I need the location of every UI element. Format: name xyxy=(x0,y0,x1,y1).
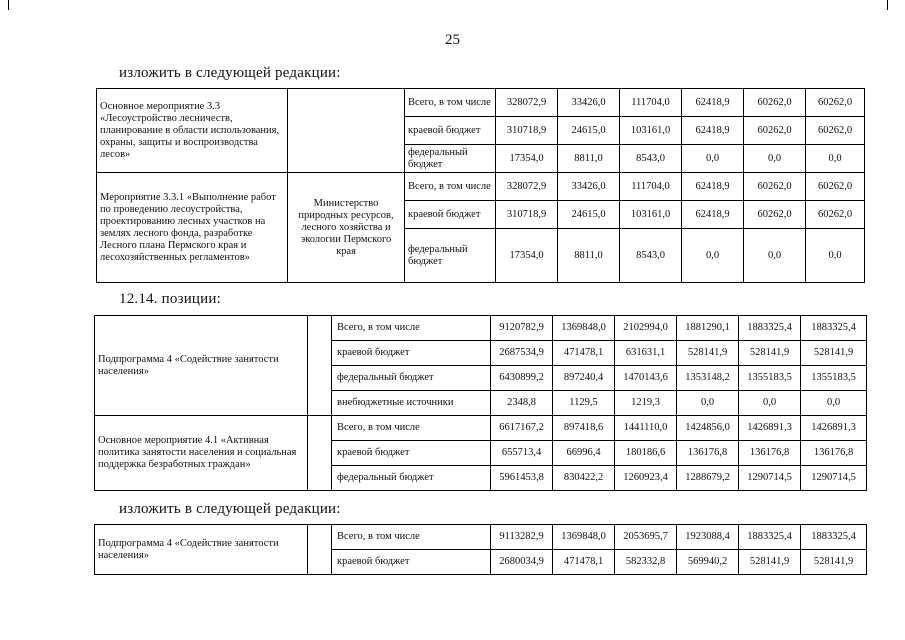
value-year-1: 24615,0 xyxy=(558,201,620,229)
value-year-3: 1288679,2 xyxy=(677,466,739,491)
value-year-4: 60262,0 xyxy=(744,201,806,229)
funding-source: федеральный бюджет xyxy=(405,145,496,173)
value-year-5: 60262,0 xyxy=(806,201,865,229)
value-year-3: 1424856,0 xyxy=(677,416,739,441)
value-total: 9120782,9 xyxy=(491,316,553,341)
value-year-5: 60262,0 xyxy=(806,173,865,201)
value-year-5: 1290714,5 xyxy=(801,466,867,491)
value-year-3: 1353148,2 xyxy=(677,366,739,391)
value-year-5: 0,0 xyxy=(806,229,865,283)
value-year-5: 1883325,4 xyxy=(801,525,867,550)
table-row xyxy=(97,173,865,201)
funding-source: Всего, в том числе xyxy=(332,416,491,441)
value-year-3: 0,0 xyxy=(677,391,739,416)
funding-source: краевой бюджет xyxy=(332,341,491,366)
funding-source: краевой бюджет xyxy=(405,201,496,229)
value-year-2: 2102994,0 xyxy=(615,316,677,341)
value-year-4: 1355183,5 xyxy=(739,366,801,391)
funding-source: федеральный бюджет xyxy=(332,466,491,491)
value-year-3: 0,0 xyxy=(682,145,744,173)
responsible-executor xyxy=(308,525,332,575)
value-year-1: 897240,4 xyxy=(553,366,615,391)
value-year-1: 471478,1 xyxy=(553,550,615,575)
value-year-5: 0,0 xyxy=(801,391,867,416)
value-year-1: 8811,0 xyxy=(558,145,620,173)
funding-source: Всего, в том числе xyxy=(332,525,491,550)
value-year-1: 1369848,0 xyxy=(553,525,615,550)
value-total: 17354,0 xyxy=(496,229,558,283)
page-number: 25 xyxy=(445,32,460,48)
value-total: 2687534,9 xyxy=(491,341,553,366)
table-row xyxy=(95,316,867,341)
value-year-3: 528141,9 xyxy=(677,341,739,366)
employment-funding-table-new xyxy=(94,524,867,575)
heading-new-edition-2: изложить в следующей редакции: xyxy=(119,501,341,517)
value-year-1: 1369848,0 xyxy=(553,316,615,341)
value-year-4: 60262,0 xyxy=(744,173,806,201)
value-total: 655713,4 xyxy=(491,441,553,466)
heading-new-edition-1: изложить в следующей редакции: xyxy=(119,65,341,81)
value-year-2: 111704,0 xyxy=(620,173,682,201)
value-year-3: 62418,9 xyxy=(682,89,744,117)
funding-source: краевой бюджет xyxy=(405,117,496,145)
value-year-1: 897418,6 xyxy=(553,416,615,441)
activity-description: Подпрограмма 4 «Содействие занятости населения» xyxy=(95,525,308,575)
value-year-1: 8811,0 xyxy=(558,229,620,283)
value-year-4: 60262,0 xyxy=(744,89,806,117)
value-year-5: 1883325,4 xyxy=(801,316,867,341)
funding-source: Всего, в том числе xyxy=(332,316,491,341)
value-year-1: 1129,5 xyxy=(553,391,615,416)
responsible-executor xyxy=(288,89,405,173)
value-year-1: 33426,0 xyxy=(558,89,620,117)
value-year-5: 528141,9 xyxy=(801,341,867,366)
value-year-4: 1426891,3 xyxy=(739,416,801,441)
value-year-3: 1881290,1 xyxy=(677,316,739,341)
employment-funding-table xyxy=(94,315,867,491)
table-row xyxy=(97,89,865,117)
value-year-2: 1219,3 xyxy=(615,391,677,416)
heading-positions: 12.14. позиции: xyxy=(119,291,221,307)
funding-source: Всего, в том числе xyxy=(405,89,496,117)
value-year-1: 24615,0 xyxy=(558,117,620,145)
activity-description: Основное мероприятие 3.3 «Лесоустройство лесничеств, планирование в области использования, охраны, защиты и воспроизводства лесов» xyxy=(97,89,288,173)
value-year-4: 528141,9 xyxy=(739,550,801,575)
value-year-4: 60262,0 xyxy=(744,117,806,145)
value-year-2: 8543,0 xyxy=(620,145,682,173)
funding-source: федеральный бюджет xyxy=(332,366,491,391)
value-year-3: 0,0 xyxy=(682,229,744,283)
value-year-3: 62418,9 xyxy=(682,117,744,145)
value-total: 9113282,9 xyxy=(491,525,553,550)
value-year-4: 0,0 xyxy=(744,145,806,173)
value-year-2: 582332,8 xyxy=(615,550,677,575)
value-total: 6617167,2 xyxy=(491,416,553,441)
value-year-4: 136176,8 xyxy=(739,441,801,466)
value-year-5: 1355183,5 xyxy=(801,366,867,391)
value-year-3: 62418,9 xyxy=(682,201,744,229)
value-year-4: 528141,9 xyxy=(739,341,801,366)
value-year-2: 103161,0 xyxy=(620,117,682,145)
value-year-2: 1441110,0 xyxy=(615,416,677,441)
value-year-1: 66996,4 xyxy=(553,441,615,466)
responsible-executor: Министерство природных ресурсов, лесного хозяйства и экологии Пермского края xyxy=(288,173,405,283)
value-year-4: 0,0 xyxy=(744,229,806,283)
funding-source: краевой бюджет xyxy=(332,550,491,575)
value-year-3: 569940,2 xyxy=(677,550,739,575)
value-year-4: 1883325,4 xyxy=(739,316,801,341)
value-year-2: 103161,0 xyxy=(620,201,682,229)
table-row xyxy=(95,416,867,441)
value-year-1: 830422,2 xyxy=(553,466,615,491)
funding-source: внебюджетные источники xyxy=(332,391,491,416)
funding-source: Всего, в том числе xyxy=(405,173,496,201)
value-year-2: 631631,1 xyxy=(615,341,677,366)
value-year-2: 8543,0 xyxy=(620,229,682,283)
table-row xyxy=(95,525,867,550)
scan-edge-line-left xyxy=(8,0,9,10)
value-total: 310718,9 xyxy=(496,117,558,145)
value-total: 2680034,9 xyxy=(491,550,553,575)
value-year-3: 136176,8 xyxy=(677,441,739,466)
value-total: 17354,0 xyxy=(496,145,558,173)
value-year-2: 180186,6 xyxy=(615,441,677,466)
value-total: 328072,9 xyxy=(496,89,558,117)
value-year-2: 111704,0 xyxy=(620,89,682,117)
value-year-5: 528141,9 xyxy=(801,550,867,575)
value-year-5: 60262,0 xyxy=(806,117,865,145)
funding-source: краевой бюджет xyxy=(332,441,491,466)
value-total: 5961453,8 xyxy=(491,466,553,491)
value-year-4: 1883325,4 xyxy=(739,525,801,550)
value-year-5: 1426891,3 xyxy=(801,416,867,441)
value-total: 6430899,2 xyxy=(491,366,553,391)
activity-description: Подпрограмма 4 «Содействие занятости населения» xyxy=(95,316,308,416)
activity-description: Основное мероприятие 4.1 «Активная политика занятости населения и социальная поддержка безработных граждан» xyxy=(95,416,308,491)
activity-description: Мероприятие 3.3.1 «Выполнение работ по проведению лесоустройства, проектированию лесных участков на землях лесного фонда, разработке Лесного плана Пермского края и лесохозяйственных регламентов» xyxy=(97,173,288,283)
value-year-3: 62418,9 xyxy=(682,173,744,201)
value-year-1: 33426,0 xyxy=(558,173,620,201)
responsible-executor xyxy=(308,416,332,491)
responsible-executor xyxy=(308,316,332,416)
funding-source: федеральный бюджет xyxy=(405,229,496,283)
forestry-funding-table xyxy=(96,88,865,283)
value-year-4: 1290714,5 xyxy=(739,466,801,491)
value-year-2: 2053695,7 xyxy=(615,525,677,550)
value-year-2: 1260923,4 xyxy=(615,466,677,491)
value-year-3: 1923088,4 xyxy=(677,525,739,550)
value-total: 2348,8 xyxy=(491,391,553,416)
value-year-2: 1470143,6 xyxy=(615,366,677,391)
value-total: 310718,9 xyxy=(496,201,558,229)
scan-edge-line-right xyxy=(887,0,888,10)
value-year-5: 136176,8 xyxy=(801,441,867,466)
value-year-5: 0,0 xyxy=(806,145,865,173)
value-year-5: 60262,0 xyxy=(806,89,865,117)
value-total: 328072,9 xyxy=(496,173,558,201)
value-year-4: 0,0 xyxy=(739,391,801,416)
value-year-1: 471478,1 xyxy=(553,341,615,366)
